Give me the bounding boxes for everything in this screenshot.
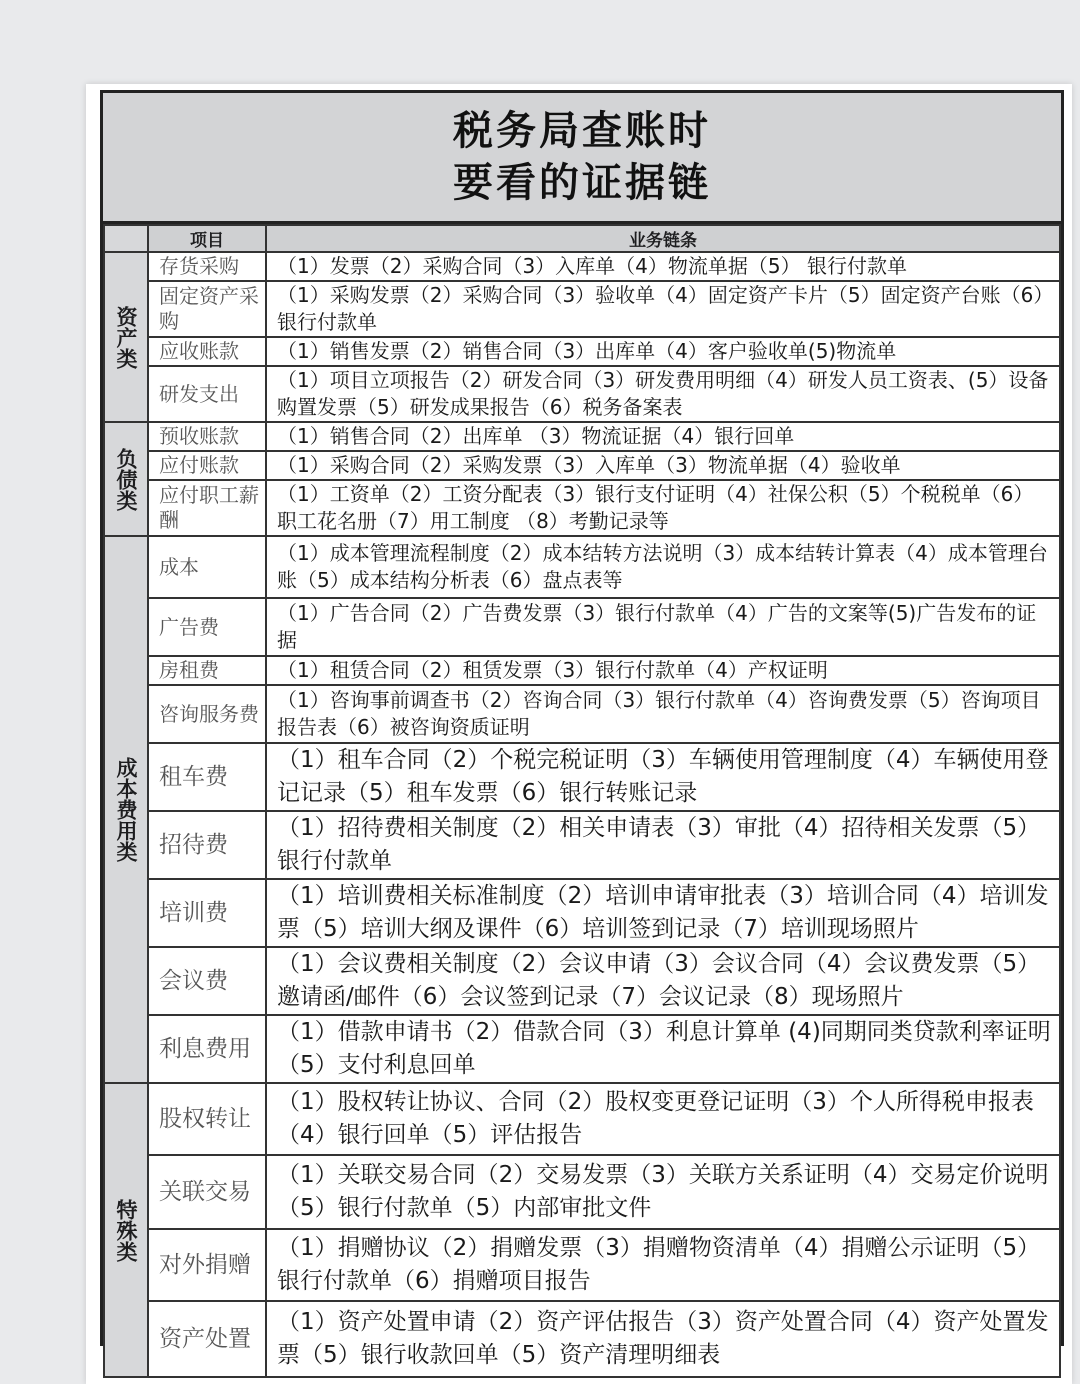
item-cell: 咨询服务费: [148, 685, 266, 743]
item-cell: 股权转让: [148, 1083, 266, 1155]
chain-cell: （1）会议费相关制度（2）会议申请（3）会议合同（4）会议费发票（5）邀请函/邮件（6）会议签到记录（7）会议记录（8）现场照片: [266, 947, 1060, 1015]
chain-cell: （1）捐赠协议（2）捐赠发票（3）捐赠物资清单（4）捐赠公示证明（5）银行付款单（6）捐赠项目报告: [266, 1229, 1060, 1301]
chain-cell: （1）发票（2）采购合同（3）入库单（4）物流单据（5） 银行付款单: [266, 252, 1060, 281]
item-cell: 广告费: [148, 598, 266, 656]
chain-cell: （1）采购合同（2）采购发票（3）入库单（3）物流单据（4）验收单: [266, 451, 1060, 480]
item-cell: 成本: [148, 536, 266, 598]
category-cell: 资产类: [104, 252, 148, 422]
category-cell: 特殊类: [104, 1083, 148, 1377]
title-line-1: 税务局查账时: [453, 107, 711, 154]
table-row: [104, 1229, 1060, 1301]
item-cell: 招待费: [148, 811, 266, 879]
item-cell: 应付账款: [148, 451, 266, 480]
document-title: [103, 93, 1061, 224]
table-row: [104, 685, 1060, 743]
item-cell: 应付职工薪酬: [148, 480, 266, 536]
table-row: [104, 480, 1060, 536]
table-row: [104, 811, 1060, 879]
table-row: [104, 337, 1060, 366]
chain-cell: （1）成本管理流程制度（2）成本结转方法说明（3）成本结转计算表（4）成本管理台账（5）成本结构分析表（6）盘点表等: [266, 536, 1060, 598]
title-line-2: 要看的证据链: [453, 159, 711, 206]
item-cell: 研发支出: [148, 366, 266, 422]
table-row: [104, 451, 1060, 480]
item-cell: 预收账款: [148, 422, 266, 451]
chain-cell: （1）租车合同（2）个税完税证明（3）车辆使用管理制度（4）车辆使用登记记录（5）租车发票（6）银行转账记录: [266, 743, 1060, 811]
table-row: [104, 656, 1060, 685]
chain-cell: （1）股权转让协议、合同（2）股权变更登记证明（3）个人所得税申报表（4）银行回单（5）评估报告: [266, 1083, 1060, 1155]
header-blank: [104, 225, 148, 252]
table-row: [104, 1155, 1060, 1229]
item-cell: 利息费用: [148, 1015, 266, 1083]
chain-cell: （1）销售合同（2）出库单 （3）物流证据（4）银行回单: [266, 422, 1060, 451]
chain-cell: （1）培训费相关标准制度（2）培训申请审批表（3）培训合同（4）培训发票（5）培训大纲及课件（6）培训签到记录（7）培训现场照片: [266, 879, 1060, 947]
item-cell: 租车费: [148, 743, 266, 811]
table-row: [104, 422, 1060, 451]
chain-cell: （1）咨询事前调查书（2）咨询合同（3）银行付款单（4）咨询费发票（5）咨询项目报告表（6）被咨询资质证明: [266, 685, 1060, 743]
table-body: [104, 252, 1060, 1377]
chain-cell: （1）关联交易合同（2）交易发票（3）关联方关系证明（4）交易定价说明（5）银行付款单（5）内部审批文件: [266, 1155, 1060, 1229]
header-chain: 业务链条: [266, 225, 1060, 252]
table-row: [104, 1083, 1060, 1155]
item-cell: 资产处置: [148, 1301, 266, 1377]
table-row: [104, 879, 1060, 947]
item-cell: 对外捐赠: [148, 1229, 266, 1301]
category-cell: 负债类: [104, 422, 148, 536]
table-row: [104, 536, 1060, 598]
item-cell: 应收账款: [148, 337, 266, 366]
category-cell: 成本费用类: [104, 536, 148, 1083]
chain-cell: （1）资产处置申请（2）资产评估报告（3）资产处置合同（4）资产处置发票（5）银行收款回单（5）资产清理明细表: [266, 1301, 1060, 1377]
item-cell: 房租费: [148, 656, 266, 685]
table-row: [104, 1015, 1060, 1083]
item-cell: 会议费: [148, 947, 266, 1015]
chain-cell: （1）采购发票（2）采购合同（3）验收单（4）固定资产卡片（5）固定资产台账（6）银行付款单: [266, 281, 1060, 337]
chain-cell: （1）项目立项报告（2）研发合同（3）研发费用明细（4）研发人员工资表、(5）设备购置发票（5）研发成果报告（6）税务备案表: [266, 366, 1060, 422]
evidence-chain-document: [100, 90, 1064, 1368]
table-row: [104, 281, 1060, 337]
table-row: [104, 598, 1060, 656]
table-row: [104, 252, 1060, 281]
header-item: 项目: [148, 225, 266, 252]
table-header-row: [104, 225, 1060, 252]
table-row: [104, 743, 1060, 811]
item-cell: 关联交易: [148, 1155, 266, 1229]
item-cell: 存货采购: [148, 252, 266, 281]
table-row: [104, 1301, 1060, 1377]
chain-cell: （1）借款申请书（2）借款合同（3）利息计算单 (4)同期同类贷款利率证明（5）支付利息回单: [266, 1015, 1060, 1083]
chain-cell: （1）租赁合同（2）租赁发票（3）银行付款单（4）产权证明: [266, 656, 1060, 685]
chain-cell: （1）销售发票（2）销售合同（3）出库单（4）客户验收单(5)物流单: [266, 337, 1060, 366]
chain-cell: （1）工资单（2）工资分配表（3）银行支付证明（4）社保公积（5）个税税单（6）职工花名册（7）用工制度 （8）考勤记录等: [266, 480, 1060, 536]
table-row: [104, 366, 1060, 422]
chain-cell: （1）招待费相关制度（2）相关申请表（3）审批（4）招待相关发票（5）银行付款单: [266, 811, 1060, 879]
table-row: [104, 947, 1060, 1015]
item-cell: 固定资产采购: [148, 281, 266, 337]
item-cell: 培训费: [148, 879, 266, 947]
evidence-table: [103, 224, 1061, 1378]
chain-cell: （1）广告合同（2）广告费发票（3）银行付款单（4）广告的文案等(5)广告发布的证据: [266, 598, 1060, 656]
